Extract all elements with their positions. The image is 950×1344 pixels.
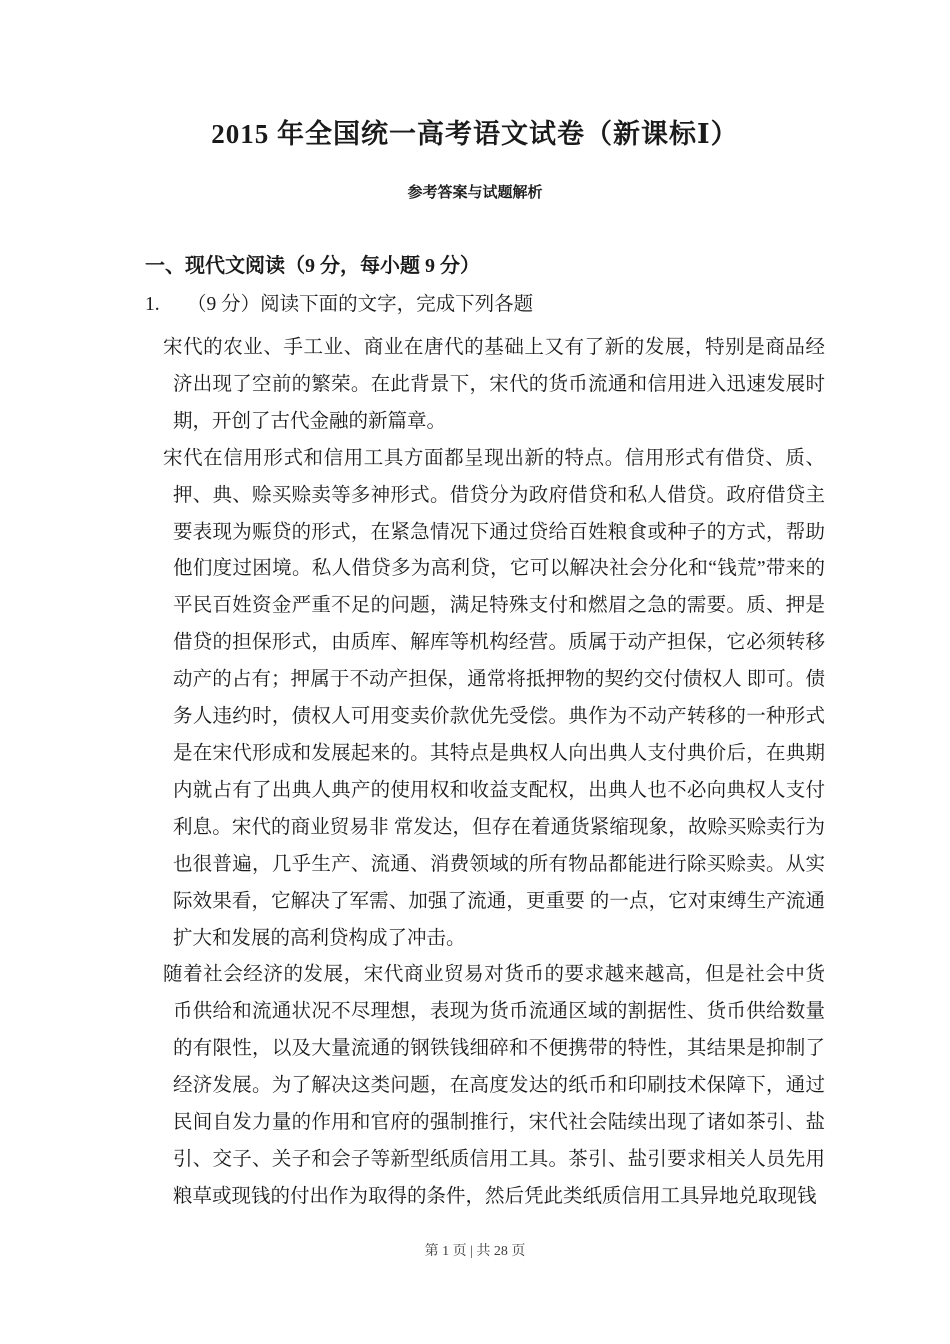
question-number: 1.: [145, 294, 160, 315]
exam-title: 2015 年全国统一高考语文试卷（新课标Ⅰ）: [211, 119, 739, 149]
passage-paragraph-1: 宋代的农业、手工业、商业在唐代的基础上又有了新的发展，特别是商品经济出现了空前的繁荣。在此背景下，宋代的货币流通和信用进入迅速发展时期，开创了古代金融的新篇章。: [163, 337, 825, 432]
section-heading: 一、现代文阅读（9 分，每小题 9 分）: [145, 255, 480, 277]
question-lead: （9 分）阅读下面的文字，完成下列各题: [187, 294, 534, 315]
passage-paragraph-3: 随着社会经济的发展，宋代商业贸易对货币的要求越来越高，但是社会中货币供给和流通状况不尽理想，表现为货币流通区域的割据性、货币供给数量的有限性，以及大量流通的钢铁钱细碎和不便携带的特性，其结果是抑制了经济发展。为了解决这类问题，在高度发达的纸币和印刷技术保障下，通过民间自发力量的作用和官府的强制推行，宋代社会陆续出现了诸如茶引、盐引、交子、关子和会子等新型纸质信用工具。茶引、盐引要求相关人员先用粮草或现钱的付出作为取得的条件，然后凭此类纸质信用工具异地兑取现钱: [163, 964, 825, 1207]
passage-paragraph-2: 宋代在信用形式和信用工具方面都呈现出新的特点。信用形式有借贷、质、押、典、赊买赊卖等多神形式。借贷分为政府借贷和私人借贷。政府借贷主要表现为赈贷的形式，在紧急情况下通过贷给百姓粮食或种子的方式，帮助他们度过困境。私人借贷多为高利贷，它可以解决社会分化和“钱荒”带来的平民百姓资金严重不足的问题，满足特殊支付和燃眉之急的需要。质、押是借贷的担保形式，由质库、解库等机构经营。质属于动产担保，它必须转移动产的占有；押属于不动产担保，通常将抵押物的契约交付债权人 即可。债务人违约时，债权人可用变卖价款优先受偿。典作为不动产转移的一种形式是在宋代形成和发展起来的。其特点是典权人向出典人支付典价后，在典期内就占有了出典人典产的使用权和收益支配权，出典人也不必向典权人支付利息。宋代的商业贸易非 常发达，但存在着通货紧缩现象，故赊买赊卖行为也很普遍，几乎生产、流通、消费领域的所有物品都能进行除买赊卖。从实际效果看，它解决了军需、加强了流通，更重要 的一点，它对束缚生产流通扩大和发展的高利贷构成了冲击。: [163, 447, 825, 949]
page-footer: [0, 1243, 950, 1261]
exam-subtitle: 参考答案与试题解析: [407, 185, 543, 201]
reading-passage: [163, 330, 825, 1216]
question-item: [145, 293, 950, 317]
page-number-indicator: 第 1 页 | 共 28 页: [424, 1244, 526, 1259]
